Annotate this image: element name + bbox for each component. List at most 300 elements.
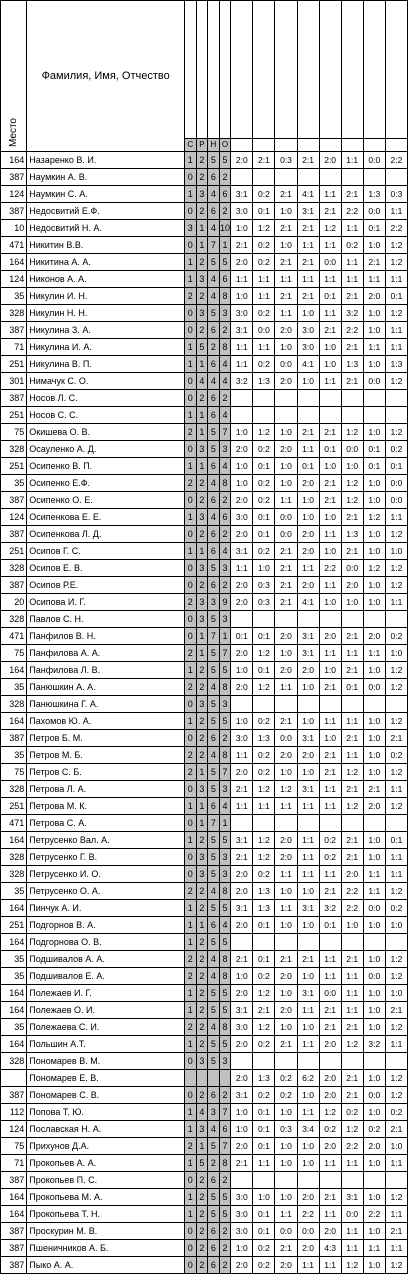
result-cell: 1:1 [319,968,341,985]
result-cell: 1:1 [253,798,275,815]
result-cell [319,934,341,951]
result-cell: 0:3 [253,577,275,594]
result-cell: 0:2 [363,1121,385,1138]
stat-cell: 1 [185,1189,197,1206]
table-row [1,713,408,730]
stat-cell: 6 [219,1121,231,1138]
stat-cell: 1 [185,798,197,815]
result-cell [275,390,297,407]
result-cell: 1:1 [275,305,297,322]
result-cell: 1:1 [231,356,253,373]
result-cell: 1:1 [341,645,363,662]
result-cell [253,815,275,832]
result-cell: 2:2 [341,203,363,220]
result-cell: 1:0 [363,1002,385,1019]
result-cell: 1:2 [385,424,407,441]
stat-cell: 2 [208,1155,220,1172]
result-cell: 0:0 [363,900,385,917]
result-cell: 1:2 [385,798,407,815]
stat-cell: 0 [185,1087,197,1104]
result-cell: 1:1 [275,798,297,815]
result-cell: 1:2 [341,492,363,509]
name-cell: Петров М. Б. [27,747,185,764]
place-cell: 164 [1,900,27,917]
result-cell: 2:1 [231,951,253,968]
result-cell: 3:1 [231,186,253,203]
result-cell: 1:1 [275,679,297,696]
result-cell: 1:0 [363,1189,385,1206]
stat-cell: 2 [196,934,208,951]
name-cell: Полежаев О. И. [27,1002,185,1019]
table-row [1,1002,408,1019]
result-cell: 4:3 [319,1240,341,1257]
stat-cell: 2 [185,475,197,492]
place-header: Место [1,1,27,152]
result-cell [275,696,297,713]
result-cell: 2:1 [297,220,319,237]
result-cell: 1:0 [297,1138,319,1155]
stat-cell: 7 [219,764,231,781]
table-row [1,951,408,968]
result-cell: 1:1 [385,1155,407,1172]
result-cell: 3:0 [231,509,253,526]
result-cell: 0:2 [253,305,275,322]
stat-cell: 2 [196,747,208,764]
result-cell: 2:1 [341,186,363,203]
result-cell: 0:1 [253,917,275,934]
stat-cell: 0 [185,849,197,866]
result-cell: 0:0 [363,968,385,985]
result-cell: 1:1 [319,781,341,798]
result-cell: 0:0 [297,1223,319,1240]
result-cell: 1:0 [275,237,297,254]
result-cell: 2:1 [275,1036,297,1053]
name-cell: Петрусенко О. А. [27,883,185,900]
name-cell: Проскурин М. В. [27,1223,185,1240]
result-cell: 2:1 [319,747,341,764]
result-cell: 1:0 [341,917,363,934]
result-cell: 2:0 [319,628,341,645]
place-cell: 471 [1,815,27,832]
stat-cell: 1 [185,509,197,526]
result-cell [341,1172,363,1189]
result-cell: 0:2 [319,1121,341,1138]
result-cell: 1:3 [253,1070,275,1087]
result-cell [297,390,319,407]
place-cell: 251 [1,543,27,560]
result-cell [363,611,385,628]
stat-cell: 6 [208,1240,220,1257]
result-cell: 1:2 [253,985,275,1002]
stat-cell: 2 [196,288,208,305]
result-cell: 2:0 [275,441,297,458]
table-row [1,509,408,526]
result-cell [363,815,385,832]
result-cell: 1:2 [385,883,407,900]
result-cell: 2:1 [319,1019,341,1036]
table-row [1,1172,408,1189]
result-cell: 0:1 [253,509,275,526]
stat-cell: 2 [196,968,208,985]
result-cell [253,407,275,424]
stat-cell: 5 [208,781,220,798]
place-cell: 328 [1,696,27,713]
result-cell: 1:0 [297,679,319,696]
stat-cell: 6 [208,169,220,186]
result-cell: 1:0 [275,1189,297,1206]
result-cell: 3:0 [231,305,253,322]
stat-cell: 5 [208,866,220,883]
stat-cell: 5 [208,934,220,951]
name-cell: Осипов Е. В. [27,560,185,577]
result-cell: 2:1 [319,1002,341,1019]
result-cell: 1:2 [275,781,297,798]
result-cell: 1:2 [385,679,407,696]
result-cell: 0:1 [319,917,341,934]
result-cell: 4:1 [297,594,319,611]
header-row [1,1,408,139]
result-cell: 1:0 [275,764,297,781]
result-cell [297,407,319,424]
result-cell: 2:0 [231,645,253,662]
stat-cell: 1 [185,186,197,203]
result-cell [385,169,407,186]
stat-cell: 4 [219,407,231,424]
stat-cell: 8 [219,1155,231,1172]
place-cell [1,1070,27,1087]
result-cell: 2:0 [297,543,319,560]
stat-cell: 3 [196,271,208,288]
result-cell [385,696,407,713]
result-cell: 0:0 [275,356,297,373]
result-cell: 2:1 [275,543,297,560]
name-cell: Петрусенко И. О. [27,866,185,883]
result-cell [341,815,363,832]
stat-cell: 5 [219,713,231,730]
result-cell: 0:2 [253,747,275,764]
result-cell: 1:0 [385,985,407,1002]
result-cell [253,390,275,407]
name-cell: Пахомов Ю. А. [27,713,185,730]
stat-cell: 5 [208,645,220,662]
result-cell: 0:0 [341,1206,363,1223]
result-cell: 1:2 [341,1257,363,1274]
stat-cell: 2 [196,662,208,679]
stat-cell: 2 [196,254,208,271]
result-cell [231,390,253,407]
result-cell: 2:1 [253,1002,275,1019]
place-cell: 251 [1,356,27,373]
result-cell: 2:0 [297,577,319,594]
result-cell: 2:1 [341,339,363,356]
name-cell: Полежаева С. И. [27,1019,185,1036]
stat-cell: 5 [208,713,220,730]
game-header: Шинник-Крылья С. [319,1,341,139]
name-cell: Подшивалов А. А. [27,951,185,968]
place-cell: 164 [1,1189,27,1206]
result-cell: 0:1 [253,203,275,220]
result-cell: 1:2 [253,781,275,798]
result-cell: 1:0 [297,883,319,900]
result-cell: 1:1 [385,203,407,220]
stat-cell: 4 [208,747,220,764]
stat-cell: 5 [219,254,231,271]
place-cell: 164 [1,254,27,271]
stat-cell: 4 [208,679,220,696]
name-cell: Никулин И. Н. [27,288,185,305]
stat-label: С [185,139,197,152]
result-cell: 1:0 [319,730,341,747]
stat-cell: 0 [185,322,197,339]
result-cell: 1:0 [319,662,341,679]
stat-cell: 2 [219,169,231,186]
result-cell: 2:0 [297,475,319,492]
result-cell: 1:0 [363,322,385,339]
game-header: Зенит-Торпедо-Мет. [275,1,297,139]
stat-cell: 2 [185,1019,197,1036]
result-cell: 2:1 [385,1002,407,1019]
table-row [1,815,408,832]
stat-cell: 2 [185,968,197,985]
result-cell: 2:1 [275,254,297,271]
result-cell [297,934,319,951]
stat-cell: 1 [185,985,197,1002]
result-cell: 2:0 [231,1138,253,1155]
result-cell: 0:2 [253,1240,275,1257]
stat-cell: 1 [196,424,208,441]
stat-cell: 2 [196,1240,208,1257]
result-cell: 1:0 [363,475,385,492]
result-cell: 2:0 [297,526,319,543]
game-header: Торпедо-Спартак-Ал. [231,1,253,139]
result-cell [319,169,341,186]
result-cell: 2:0 [231,577,253,594]
stat-cell: 4 [208,968,220,985]
result-cell: 1:0 [275,645,297,662]
result-cell: 0:1 [385,288,407,305]
result-cell: 1:0 [363,832,385,849]
table-row [1,968,408,985]
result-cell: 1:0 [297,305,319,322]
result-cell: 2:2 [341,900,363,917]
table-row [1,526,408,543]
stat-cell: 2 [196,1257,208,1274]
result-cell: 1:1 [275,1206,297,1223]
stat-cell: 5 [219,662,231,679]
result-cell: 2:0 [319,1138,341,1155]
stat-cell: 2 [219,492,231,509]
result-cell: 1:1 [319,373,341,390]
result-cell: 3:1 [231,1002,253,1019]
stat-cell: 5 [219,1189,231,1206]
result-cell: 2:1 [275,713,297,730]
result-cell: 3:4 [297,1121,319,1138]
result-cell: 2:1 [253,152,275,169]
table-row [1,1138,408,1155]
result-cell: 2:2 [363,1206,385,1223]
place-cell: 387 [1,730,27,747]
stat-cell: 3 [196,509,208,526]
table-row [1,1240,408,1257]
result-cell [231,1172,253,1189]
table-row [1,560,408,577]
result-cell: 1:0 [363,1070,385,1087]
result-cell [275,169,297,186]
result-cell [319,1172,341,1189]
name-cell: Павлов С. Н. [27,611,185,628]
place-cell: 387 [1,1172,27,1189]
result-cell: 1:0 [363,713,385,730]
stat-cell: 3 [196,781,208,798]
place-cell: 35 [1,288,27,305]
result-cell [297,1172,319,1189]
result-cell: 2:0 [275,322,297,339]
name-cell: Пономарев Е. В. [27,1070,185,1087]
stat-cell: 5 [208,441,220,458]
result-cell: 0:2 [253,186,275,203]
name-cell: Панюшкина Г. А. [27,696,185,713]
stat-cell: 5 [208,1036,220,1053]
stat-cell: 2 [196,1019,208,1036]
result-cell: 4:1 [297,186,319,203]
table-row [1,1155,408,1172]
table-row [1,441,408,458]
result-cell: 1:3 [341,356,363,373]
result-cell: 3:0 [231,1019,253,1036]
stat-cell: 2 [185,679,197,696]
result-cell: 3:1 [297,730,319,747]
stat-cell: 7 [219,1138,231,1155]
result-cell: 0:1 [319,288,341,305]
result-cell: 0:3 [275,152,297,169]
result-cell: 1:1 [297,1036,319,1053]
name-cell: Осипов Р.Е. [27,577,185,594]
result-cell: 2:1 [297,288,319,305]
result-cell [231,934,253,951]
result-cell: 1:0 [363,1155,385,1172]
result-cell: 0:2 [253,1036,275,1053]
table-row [1,424,408,441]
stat-cell: 2 [196,1223,208,1240]
result-cell: 1:0 [385,1138,407,1155]
place-cell: 387 [1,322,27,339]
table-row [1,747,408,764]
stat-cell: 0 [185,781,197,798]
result-cell: 0:0 [275,526,297,543]
name-cell: Никонов А. А. [27,271,185,288]
result-cell [275,1172,297,1189]
stat-cell: 1 [185,1121,197,1138]
result-cell: 3:0 [231,203,253,220]
stat-cell: 6 [219,186,231,203]
result-cell: 1:1 [363,866,385,883]
result-cell: 0:1 [363,458,385,475]
stat-cell: 5 [208,611,220,628]
game-header: Уралан-ЦСКА [253,1,275,139]
result-cell: 2:1 [319,492,341,509]
result-cell: 1:2 [385,1019,407,1036]
result-cell: 1:0 [363,543,385,560]
stat-cell: 5 [219,1206,231,1223]
stat-cell: 0 [185,1172,197,1189]
stat-cell: 4 [219,356,231,373]
result-cell: 2:0 [231,594,253,611]
place-cell: 20 [1,594,27,611]
name-cell: Прихунов Д.А. [27,1138,185,1155]
result-cell: 1:0 [231,288,253,305]
game-header: Динамо-Черноморец [297,1,319,139]
place-cell: 328 [1,305,27,322]
result-cell: 2:0 [231,1036,253,1053]
table-body [1,152,408,1274]
place-cell: 35 [1,883,27,900]
result-cell: 1:1 [319,271,341,288]
result-cell: 0:2 [385,441,407,458]
place-cell: 471 [1,237,27,254]
result-cell: 1:1 [341,220,363,237]
table-row [1,849,408,866]
stat-cell: 1 [185,832,197,849]
result-cell: 1:1 [341,152,363,169]
result-cell: 0:2 [253,968,275,985]
result-cell: 1:0 [363,662,385,679]
result-cell: 2:0 [341,866,363,883]
table-row [1,934,408,951]
result-cell [231,169,253,186]
result-cell: 1:1 [253,271,275,288]
place-cell: 35 [1,747,27,764]
name-cell: Пшеничников А. Б. [27,1240,185,1257]
name-cell: Панфилова А. А. [27,645,185,662]
result-cell: 1:1 [231,798,253,815]
result-cell: 1:0 [363,305,385,322]
game-header: Рубин-Ростов [363,1,385,139]
name-cell: Петрова С. А. [27,815,185,832]
stat-cell: 2 [196,390,208,407]
result-cell: 1:0 [231,713,253,730]
stat-cell: 3 [196,186,208,203]
stat-cell: 0 [185,526,197,543]
stat-cell: 5 [219,1036,231,1053]
game-header: Ротор-Локомотив [385,1,407,139]
stat-cell: 3 [196,594,208,611]
place-cell: 35 [1,1019,27,1036]
result-cell: 1:0 [363,917,385,934]
result-cell [275,407,297,424]
stat-cell: 5 [208,849,220,866]
table-row [1,1087,408,1104]
result-cell: 1:1 [319,713,341,730]
name-cell: Осауленко А. Д. [27,441,185,458]
stat-cell: 1 [185,662,197,679]
place-cell: 10 [1,220,27,237]
place-cell: 387 [1,492,27,509]
result-cell: 1:0 [363,594,385,611]
table-row [1,475,408,492]
stat-cell: 0 [185,203,197,220]
stat-cell: 1 [219,815,231,832]
result-cell: 1:0 [297,1019,319,1036]
result-cell: 0:1 [253,1206,275,1223]
result-cell: 0:0 [385,475,407,492]
stat-cell: 1 [196,237,208,254]
table-row [1,339,408,356]
result-cell: 2:0 [275,968,297,985]
result-cell: 1:0 [231,968,253,985]
result-cell: 1:3 [385,356,407,373]
stat-cell: 5 [208,1002,220,1019]
stat-label: Н [208,139,220,152]
